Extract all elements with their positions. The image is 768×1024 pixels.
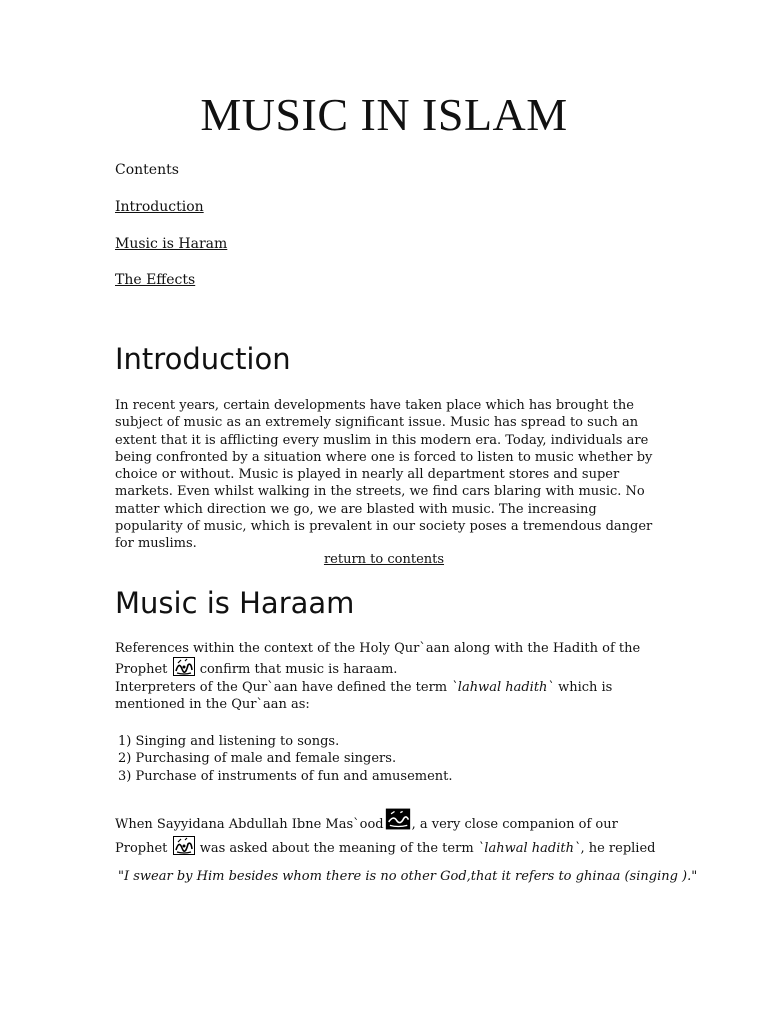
document-title: MUSIC IN ISLAM [200,89,568,140]
when-text: Prophet [115,841,168,856]
introduction-heading: Introduction [115,342,291,376]
when-text: When Sayyidana Abdullah Ibne Mas`ood [115,817,384,832]
list-item: 1) Singing and listening to songs. [118,734,340,749]
introduction-paragraph: In recent years, certain developments have taken place which has brought the subject of music as an extremely significant issue. Music has spread to such an extent that it is afflicting every muslim in this modern era. Today, individuals are being confronted by a situation where one is forced to listen to music whether by choice or without. Music is played in nearly all department stores and super markets. Even whilst walking in the streets, we find cars blaring with music. No matter which direction we go, we are blasted with music. The increasing popularity of music, which is prevalent in our society poses a tremendous danger for muslims. [115,398,653,552]
ghinaa-quote: "I swear by Him besides whom there is no other God,that it refers to ghinaa (singing )." [118,869,698,884]
return-to-contents-link[interactable]: return to contents [323,552,445,567]
when-text: , a very close companion of our [411,817,618,832]
when-text: was asked about the meaning of the term [199,841,474,856]
lahwal-hadith-term: `lahwal hadith` [451,679,554,695]
definitions-list [115,733,453,785]
list-item: 3) Purchase of instruments of fun and amusement. [118,768,453,784]
contents-label: Contents [115,162,179,178]
toc-link-music-is-haram[interactable]: Music is Haram [115,236,228,252]
salutation-calligraphy-icon [173,657,195,676]
ref-text: Interpreters of the Qur`aan have defined the term [115,679,448,695]
salutation-calligraphy-icon [173,836,195,855]
lahwal-hadith-term: `lahwal hadith` [477,841,581,856]
list-item: 2) Purchasing of male and female singers. [118,751,397,767]
when-text: , he replied [580,841,656,856]
music-is-haraam-heading: Music is Haraam [115,586,355,620]
toc-link-the-effects[interactable]: The Effects [115,272,196,288]
references-paragraph [115,640,660,713]
companion-paragraph [115,808,660,860]
ref-text: which is mentioned in the Qur`aan as: [115,679,613,712]
radhiyallahu-calligraphy-icon [385,808,411,830]
ref-text: References within the context of the Holy Qur`aan along with the Hadith of the Prophet [115,641,641,678]
ref-text: confirm that music is haraam. [199,662,398,678]
toc-link-introduction[interactable]: Introduction [115,199,204,215]
